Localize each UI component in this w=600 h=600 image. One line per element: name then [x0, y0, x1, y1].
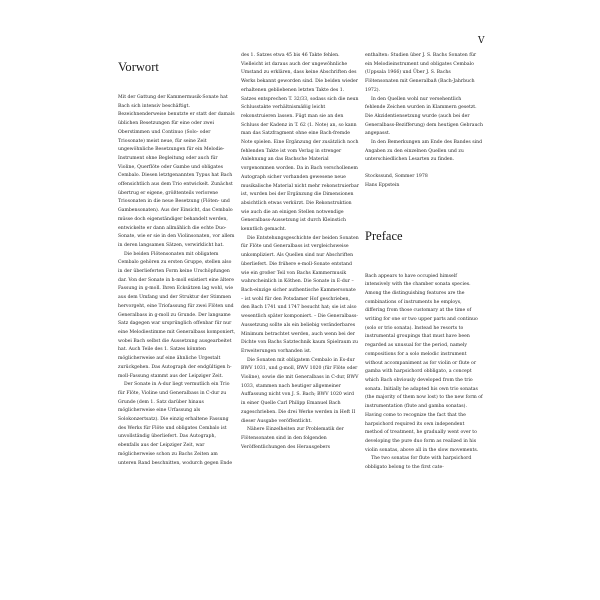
vorwort-paragraph: Die Sonaten mit obligatem Cembalo in Es-dur BWV 1031, und g-moll, BWV 1020 (für Flöte oder Violine), sowie die mit Generalbass in C-dur, BWV 1033, stammen nach heutiger allgemeiner Auffassung nicht von J. S. Bach; BWV 1020 wird in einer Quelle Carl Philipp Emanuel Bach zugeschrieben. Die drei Werke werden in Heft II dieser Ausgabe veröffentlicht.: [241, 357, 359, 424]
vorwort-paragraph: des 1. Satzes etwa 45 bis 46 Takte fehlen. Vielleicht ist daraus auch der ungewöhnliche Umstand zu erklären, dass keine Abschriften des Werks bekannt geworden sind. Die beiden wieder erhaltenen gebliebenen letzten Takte des 1. Satzes entsprechen T. 32/33, sodass sich die neun Schlusstakte verhältnismäßig leicht rekonstruieren lassen. Fügt man sie an den Schluss der Kadenz in T. 62 (1. Note) an, so kann man das Satzfragment ohne eine Bach-fremde Note spielen. Eine Ergänzung der zusätzlich noch fehlenden Takte ist vom Verlag in strenger Anlehnung an das Bachsche Material vorgenommen worden. Da in Bach verschollenem Autograph sicher vorhanden gewesene neue musikalische Material nicht mehr rekonstruierbar ist, wurden bei der Ergänzung die Dimensionen absichtlich etwas verkürzt. Die Rekonstruktion wie auch die an einigen Stellen notwendige Generalbass-Aussetzung ist durch Kleinstich kenntlich gemacht.: [241, 53, 359, 233]
vorwort-paragraph: Nähere Einzelheiten zur Problematik der Flötensonaten sind in den folgenden Veröffentlichungen des Herausgebers: [241, 427, 344, 450]
vorwort-paragraph: In den Quellen wohl nur versehentlich fehlende Zeichen wurden in Klammern gesetzt. Die Akzidentiensetzung wurde (auch bei der Generalbass-Bezifferung) dem heutigen Gebrauch angepasst.: [365, 96, 484, 137]
author-name: Hans Eppstein: [365, 182, 400, 188]
column-2: [241, 52, 359, 452]
vorwort-paragraph: enthalten: Studien über J. S. Bachs Sonaten für ein Melodieinstrument und obligates Cembalo (Uppsala 1966) und Über J. S. Bachs Flötensonaten mit Generalbaß (Bach-Jahrbuch 1972).: [365, 53, 477, 93]
column-3: [365, 52, 483, 473]
page-number: V: [478, 36, 485, 46]
vorwort-paragraph: Die beiden Flötensonaten mit obligatem Cembalo gehören zu ersten Gruppe, stellen also in der überlieferten Form keine Urschöpfungen dar. Von der Sonate in h-moll existiert eine ältere Fassung in g-moll. Ihren Ecksätzen lag wohl, wie aus dem Umfang und der Struktur der Stimmen hervorgeht, eine Triofassung für zwei Flöten und Generalbass in g-moll zu Grunde. Der langsame Satz dagegen war ursprünglich offenbar für nur eine Melodiestimme mit Generalbass komponiert, wobei Bach selbst die Aussetzung ausgearbeitet hat. Auch Teile des 1. Satzes könnten möglicherweise auf eine ähnliche Urgestalt zurückgehen. Das Autograph der endgültigen h-moll-Fassung stammt aus der Leipziger Zeit.: [118, 251, 236, 379]
signature-block: [365, 173, 483, 190]
preface-paragraph: Bach appears to have occupied himself intensively with the chamber sonata species. Among the distinguishing features are the combinations of instruments he employs, differing from those customary at the time of writing for one or two upper parts and continuo (solo or trio sonata). Instead he resorts to instrumental groupings that must have been regarded as unusual for the period, namely compositions for a solo melodic instrument without accompaniment as for violin or flute or gamba with harpsichord obbligato, a concept which Bach obviously developed from the trio sonata. Initially he adapted his own trio sonatas (the majority of them now lost) to the new form of instrumentation (flute and gamba sonatas). Having come to recognize the fact that the harpsichord required its own independent method of treatment, he gradually went over to developing the pure duo form as realized in his violin sonatas, above all in the slow movements.: [365, 273, 483, 453]
vorwort-paragraph: In den Bemerkungen am Ende des Bandes sind Angaben zu den einzelnen Quellen und zu unterschiedlichen Lesarten zu finden.: [365, 140, 483, 163]
vorwort-paragraph: Mit der Gattung der Kammermusik-Sonate hat Bach sich intensiv beschäftigt. Bezeichnenderweise benutzte er statt der damals üblichen Besetzungen für eine oder zwei Oberstimmen und Continuo (Solo- oder Triosonate) meist neue, für seine Zeit ungewöhnliche Besetzungen für ein Melodie-Instrument ohne Begleitung oder auch für Violine, Querflöte oder Gambe und obligates Cembalo. Diesen letztgenannten Typus hat Bach offensichtlich aus dem Trio entwickelt. Zunächst übertrug er eigene, größtenteils verlorene Triosonaten in die neue Besetzung (Flöten- und Gambensonaten). Aus der Einsicht, das Cembalo müsse doch eigenständiger behandelt werden, entwickelte er dann allmählich die echte Duo-Sonate, wie er sie in den Violinsonaten, vor allem in deren langsamen Sätzen, verwirklicht hat.: [118, 95, 235, 248]
vorwort-paragraph: Die Entstehungsgeschichte der beiden Sonaten für Flöte und Generalbass ist vergleichsweise unkompliziert. Als Quellen sind nur Abschriften überliefert. Die frühere e-moll-Sonate entstand wie ein großer Teil von Bachs Kammermusik wahrscheinlich in Köthen. Die Sonate in E-dur – Bach-einzige sicher authentische Kammersonate – ist wohl für den Potsdamer Hof geschrieben, den Bach 1741 und 1747 besucht hat; sie ist also wesentlich später komponiert. – Die Generalbass-Aussetzung sollte als ein beliebig veränderbares Minimum betrachtet werden, auch wenn bei der Dichte von Bachs Satztechnik kaum Spielraum zu Erweiterungen vorhanden ist.: [241, 235, 359, 354]
vorwort-heading: Vorwort: [118, 60, 159, 74]
vorwort-paragraph: Der Sonate in A-dur liegt vermutlich ein Trio für Flöte, Violine und Generalbass in C-dur zu Grunde (dem 1. Satz darüber hinaus möglicherweise eine Urfassung als Solokonzertsatz). Die einzig erhaltene Fassung des Werks für Flöte und obligates Cembalo ist unvollständig überliefert. Das Autograph, ebenfalls aus der Leipziger Zeit, war möglicherweise schon zu Bachs Zeiten am unteren Rand beschnitten, wodurch gegen Ende: [118, 382, 233, 466]
place-date: Stockssund, Sommer 1978: [365, 174, 428, 180]
preface-paragraph: The two sonatas for flute with harpsichord obbligato belong to the first cate-: [365, 456, 472, 471]
column-1: [118, 52, 236, 468]
preface-heading: Preface: [365, 228, 403, 243]
